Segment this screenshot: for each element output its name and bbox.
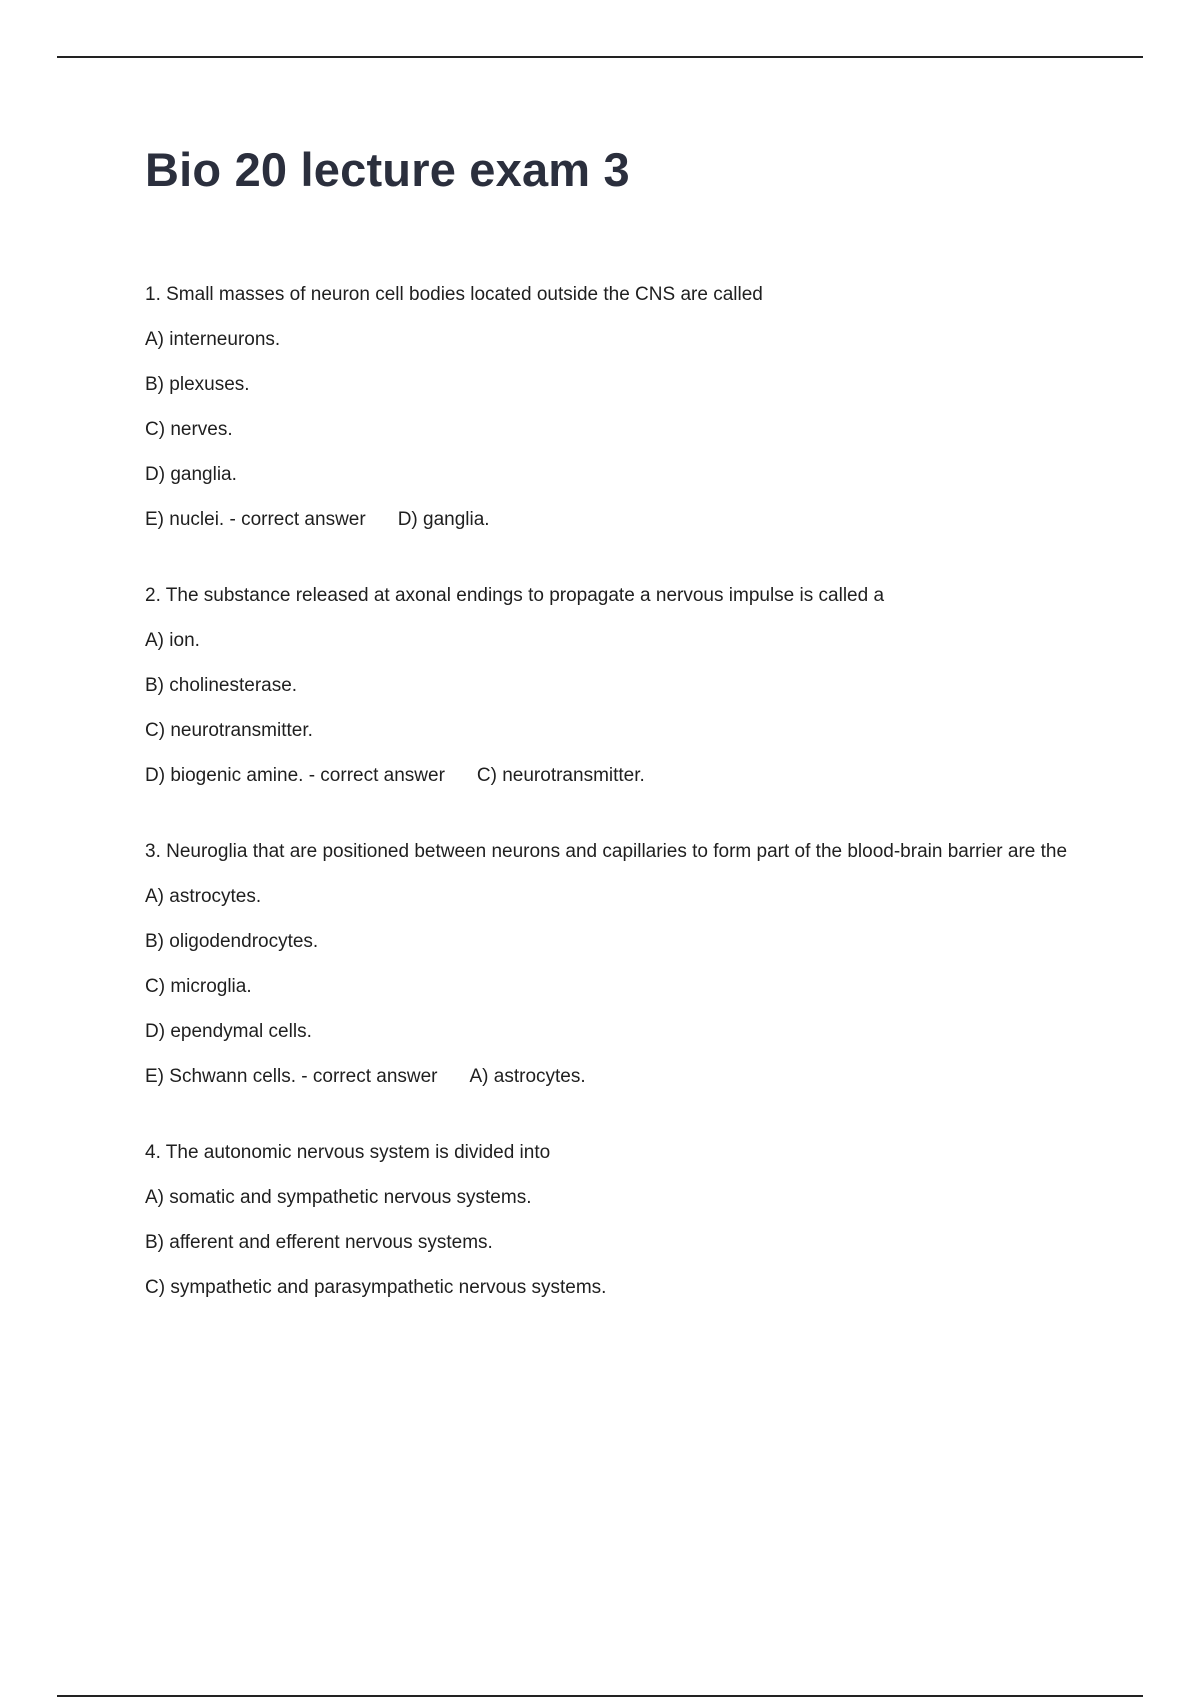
correct-answer: C) neurotransmitter.: [476, 765, 645, 786]
option-a: A) astrocytes.: [145, 886, 262, 907]
document-body: [145, 140, 1095, 1349]
option-e: E) nuclei.: [145, 509, 225, 530]
option-a: A) ion.: [145, 630, 200, 651]
option-b: B) plexuses.: [145, 374, 250, 395]
question-list: [145, 280, 1095, 1303]
correct-answer: A) astrocytes.: [469, 1066, 586, 1087]
correct-answer: D) ganglia.: [397, 509, 490, 530]
option-d: D) ependymal cells.: [145, 1021, 312, 1042]
option-d: D) biogenic amine.: [145, 765, 304, 786]
option-e-with-answer: [145, 505, 1095, 535]
option-c: C) nerves.: [145, 419, 233, 440]
option-d-with-answer: [145, 761, 1095, 791]
option-d: D) ganglia.: [145, 464, 237, 485]
correct-answer-marker: - correct answer: [224, 509, 366, 530]
document-title: Bio 20 lecture exam 3: [145, 143, 630, 196]
correct-answer-marker: - correct answer: [296, 1066, 438, 1087]
question-4: [145, 1138, 1095, 1303]
question-stem: 4. The autonomic nervous system is divided into: [145, 1142, 551, 1163]
question-1: [145, 280, 1095, 535]
footer-rule: [57, 1695, 1143, 1697]
header-rule: [57, 56, 1143, 58]
option-c: C) neurotransmitter.: [145, 720, 313, 741]
option-e-with-answer: [145, 1062, 1095, 1092]
question-2: [145, 581, 1095, 791]
option-b: B) oligodendrocytes.: [145, 931, 319, 952]
question-stem: 1. Small masses of neuron cell bodies located outside the CNS are called: [145, 284, 763, 305]
correct-answer-marker: - correct answer: [303, 765, 445, 786]
question-stem: 2. The substance released at axonal endings to propagate a nervous impulse is called a: [145, 585, 885, 606]
option-c: C) microglia.: [145, 976, 252, 997]
option-c: C) sympathetic and parasympathetic nervous systems.: [145, 1277, 607, 1298]
option-a: A) interneurons.: [145, 329, 281, 350]
question-stem: 3. Neuroglia that are positioned between neurons and capillaries to form part of the blood-brain barrier are the: [145, 841, 1068, 862]
option-a: A) somatic and sympathetic nervous systems.: [145, 1187, 532, 1208]
question-3: [145, 837, 1095, 1092]
option-b: B) cholinesterase.: [145, 675, 298, 696]
option-e: E) Schwann cells.: [145, 1066, 297, 1087]
option-b: B) afferent and efferent nervous systems.: [145, 1232, 493, 1253]
